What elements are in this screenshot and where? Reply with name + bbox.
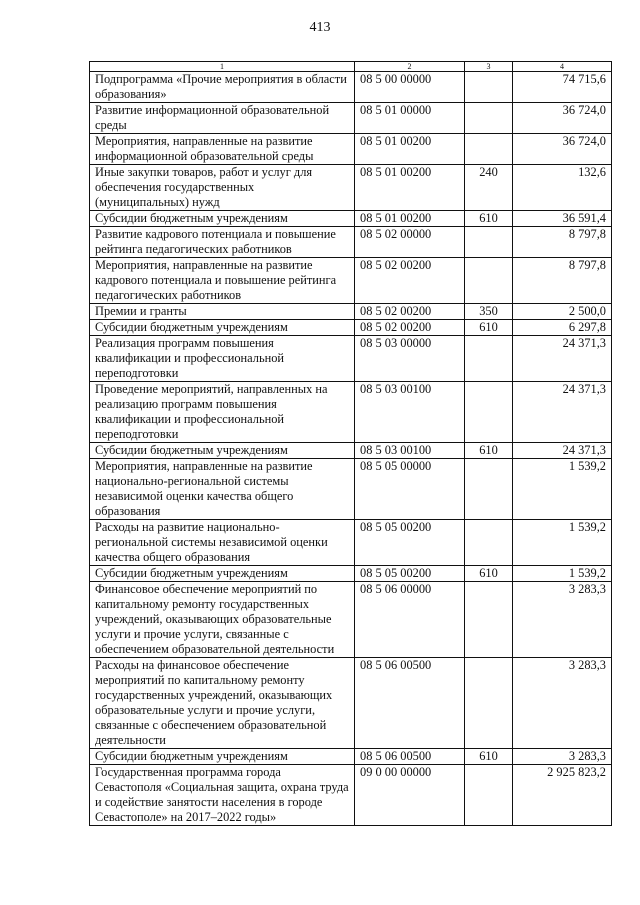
- cell-name: Развитие информационной образовательной среды: [90, 103, 355, 134]
- cell-name: Расходы на развитие национально-региональной системы независимой оценки качества общего образования: [90, 520, 355, 566]
- cell-amount: 1 539,2: [513, 520, 612, 566]
- cell-code: 08 5 06 00000: [355, 582, 465, 658]
- cell-name: Мероприятия, направленные на развитие кадрового потенциала и повышение рейтинга педагогических работников: [90, 258, 355, 304]
- cell-amount: 6 297,8: [513, 320, 612, 336]
- table-header-row: [90, 62, 612, 72]
- cell-vr: [465, 336, 513, 382]
- table-row: [90, 749, 612, 765]
- table-row: [90, 72, 612, 103]
- cell-vr: [465, 582, 513, 658]
- cell-name: Финансовое обеспечение мероприятий по капитальному ремонту государственных учреждений, оказывающих образовательные услуги и прочие услуги, связанные с обеспечением образовательной деятельности: [90, 582, 355, 658]
- cell-vr: [465, 382, 513, 443]
- cell-name: Подпрограмма «Прочие мероприятия в области образования»: [90, 72, 355, 103]
- table-row: [90, 459, 612, 520]
- table-row: [90, 304, 612, 320]
- header-col-2: 2: [355, 62, 465, 72]
- cell-name: Иные закупки товаров, работ и услуг для обеспечения государственных (муниципальных) нужд: [90, 165, 355, 211]
- cell-name: Реализация программ повышения квалификации и профессиональной переподготовки: [90, 336, 355, 382]
- cell-name: Премии и гранты: [90, 304, 355, 320]
- cell-vr: 610: [465, 443, 513, 459]
- cell-vr: [465, 520, 513, 566]
- cell-vr: [465, 658, 513, 749]
- cell-vr: 350: [465, 304, 513, 320]
- cell-code: 08 5 03 00100: [355, 382, 465, 443]
- header-col-1: 1: [90, 62, 355, 72]
- cell-amount: 8 797,8: [513, 227, 612, 258]
- table-row: [90, 165, 612, 211]
- table-body: [90, 72, 612, 826]
- cell-code: 08 5 02 00200: [355, 320, 465, 336]
- cell-amount: 24 371,3: [513, 336, 612, 382]
- cell-name: Расходы на финансовое обеспечение мероприятий по капитальному ремонту государственных учреждений, оказывающих образовательные услуги и прочие услуги, связанные с обеспечением образовательной деятельности: [90, 658, 355, 749]
- header-col-3: 3: [465, 62, 513, 72]
- header-col-4: 4: [513, 62, 612, 72]
- table-row: [90, 382, 612, 443]
- cell-name: Мероприятия, направленные на развитие информационной образовательной среды: [90, 134, 355, 165]
- cell-code: 08 5 02 00200: [355, 258, 465, 304]
- cell-amount: 36 591,4: [513, 211, 612, 227]
- cell-amount: 74 715,6: [513, 72, 612, 103]
- cell-code: 09 0 00 00000: [355, 765, 465, 826]
- table-row: [90, 227, 612, 258]
- cell-name: Субсидии бюджетным учреждениям: [90, 443, 355, 459]
- table-row: [90, 336, 612, 382]
- cell-amount: 132,6: [513, 165, 612, 211]
- table-row: [90, 765, 612, 826]
- cell-vr: [465, 258, 513, 304]
- cell-vr: [465, 459, 513, 520]
- cell-vr: 610: [465, 566, 513, 582]
- cell-vr: [465, 765, 513, 826]
- cell-vr: 610: [465, 320, 513, 336]
- table-row: [90, 443, 612, 459]
- cell-code: 08 5 01 00200: [355, 134, 465, 165]
- table-row: [90, 520, 612, 566]
- cell-amount: 1 539,2: [513, 459, 612, 520]
- cell-code: 08 5 05 00200: [355, 566, 465, 582]
- cell-code: 08 5 00 00000: [355, 72, 465, 103]
- cell-vr: 610: [465, 749, 513, 765]
- cell-vr: 240: [465, 165, 513, 211]
- cell-amount: 2 500,0: [513, 304, 612, 320]
- table-row: [90, 103, 612, 134]
- cell-amount: 3 283,3: [513, 749, 612, 765]
- cell-amount: 8 797,8: [513, 258, 612, 304]
- cell-amount: 3 283,3: [513, 658, 612, 749]
- cell-code: 08 5 05 00000: [355, 459, 465, 520]
- page-number: 413: [309, 20, 331, 35]
- cell-vr: 610: [465, 211, 513, 227]
- cell-name: Субсидии бюджетным учреждениям: [90, 749, 355, 765]
- cell-amount: 36 724,0: [513, 134, 612, 165]
- cell-amount: 24 371,3: [513, 382, 612, 443]
- cell-code: 08 5 05 00200: [355, 520, 465, 566]
- table-row: [90, 658, 612, 749]
- cell-code: 08 5 01 00200: [355, 165, 465, 211]
- cell-amount: 2 925 823,2: [513, 765, 612, 826]
- cell-name: Проведение мероприятий, направленных на реализацию программ повышения квалификации и профессиональной переподготовки: [90, 382, 355, 443]
- cell-code: 08 5 06 00500: [355, 658, 465, 749]
- cell-amount: 24 371,3: [513, 443, 612, 459]
- cell-name: Государственная программа города Севастополя «Социальная защита, охрана труда и содействие занятости населения в городе Севастополе» на 2017–2022 годы»: [90, 765, 355, 826]
- cell-amount: 1 539,2: [513, 566, 612, 582]
- cell-amount: 36 724,0: [513, 103, 612, 134]
- table-row: [90, 582, 612, 658]
- table-row: [90, 134, 612, 165]
- table-row: [90, 320, 612, 336]
- cell-name: Мероприятия, направленные на развитие национально-региональной системы независимой оценки качества общего образования: [90, 459, 355, 520]
- cell-amount: 3 283,3: [513, 582, 612, 658]
- cell-code: 08 5 01 00000: [355, 103, 465, 134]
- budget-table: [89, 61, 612, 826]
- cell-vr: [465, 134, 513, 165]
- cell-name: Развитие кадрового потенциала и повышение рейтинга педагогических работников: [90, 227, 355, 258]
- cell-vr: [465, 72, 513, 103]
- cell-vr: [465, 227, 513, 258]
- cell-code: 08 5 03 00000: [355, 336, 465, 382]
- cell-name: Субсидии бюджетным учреждениям: [90, 211, 355, 227]
- cell-code: 08 5 02 00000: [355, 227, 465, 258]
- cell-name: Субсидии бюджетным учреждениям: [90, 320, 355, 336]
- cell-code: 08 5 01 00200: [355, 211, 465, 227]
- cell-name: Субсидии бюджетным учреждениям: [90, 566, 355, 582]
- table-row: [90, 566, 612, 582]
- cell-code: 08 5 03 00100: [355, 443, 465, 459]
- cell-vr: [465, 103, 513, 134]
- table-row: [90, 211, 612, 227]
- table-row: [90, 258, 612, 304]
- cell-code: 08 5 06 00500: [355, 749, 465, 765]
- cell-code: 08 5 02 00200: [355, 304, 465, 320]
